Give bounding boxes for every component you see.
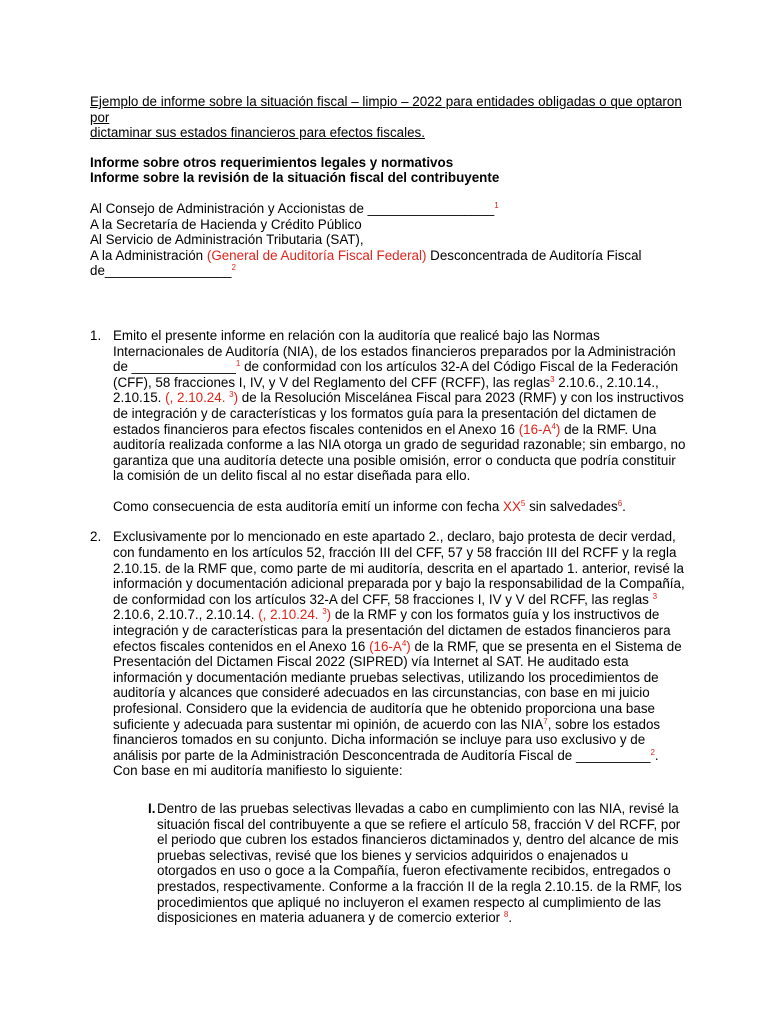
addressee-administration-cont: de_________________$^2$	[90, 263, 236, 279]
item-number: 2.	[90, 529, 102, 545]
roman-1-paragraph: Dentro de las pruebas selectivas llevadas a cabo en cumplimiento con las NIA, revisé la situación fiscal del contribuyente a que se refiere el artículo 58, fracción V del RCFF, por el periodo que cubren los estados financieros dictaminados y, dentro del alcance de mis pruebas selectivas, revisé que los bienes y servicios adquiridos o enajenados u otorgados en uso o goce a la Compañía, fueron efectivamente recibidos, entregados o prestados, respectivamente. Conforme a la fracción II de la regla 2.10.15. de la RMF, los procedimientos que apliqué no incluyeron el examen respecto al cumplimiento de las disposiciones en materia aduanera y de comercio exterior $^8$.	[157, 800, 682, 926]
red-placeholder: (, 2.10.24. $^3$)	[258, 607, 332, 623]
numbered-list	[90, 328, 686, 926]
footnote-ref: 2	[231, 263, 236, 273]
document-title	[90, 94, 686, 141]
addressee-administration: A la Administración (General de Auditoría Fiscal Federal) Desconcentrada de Auditoría Fiscal	[90, 247, 642, 263]
red-placeholder: $(16-A^4)$	[518, 421, 561, 437]
addressee-shcp: A la Secretaría de Hacienda y Crédito Público	[90, 216, 362, 232]
roman-number: I.	[148, 800, 156, 816]
addressee-board: Al Consejo de Administración y Accionistas de _________________$^1$	[90, 200, 499, 216]
title-line-1: Ejemplo de informe sobre la situación fiscal – limpio – 2022 para entidades obligadas o que optaron por	[90, 94, 682, 125]
report-headings	[90, 155, 686, 186]
document-page	[90, 94, 686, 941]
title-line-2: dictaminar sus estados financieros para efectos fiscales.	[90, 125, 425, 141]
footnote-ref: 1	[494, 200, 499, 210]
list-item-2	[90, 529, 686, 925]
addressee-block	[90, 201, 686, 279]
addressee-sat: Al Servicio de Administración Tributaria (SAT),	[90, 232, 364, 248]
heading-other-requirements: Informe sobre otros requerimientos legales y normativos	[90, 154, 454, 170]
heading-tax-situation: Informe sobre la revisión de la situación fiscal del contribuyente	[90, 170, 500, 186]
item-number: 1.	[90, 327, 102, 343]
item-1-paragraph: Emito el presente informe en relación con la auditoría que realicé bajo las Normas Internacionales de Auditoría (NIA), de los estados financieros preparados por la Administración de ______________$^1$ de conformidad con los artículos 32-A del Código Fiscal de la Federación (CFF), 58 fracciones I, IV, y V del Reglamento del CFF (RCFF), las reglas$^3$ 2.10.6., 2.10.14., 2.10.15. (, 2.10.24. $^3$) de la Resolución Miscelánea Fiscal para 2023 (RMF) y con los instructivos de integración y de características y los formatos guía para la presentación del dictamen de estados financieros para efectos fiscales contenidos en el Anexo 16 $(16-A^4)$ de la RMF. Una auditoría realizada conforme a las NIA otorga un grado de seguridad razonable; sin embargo, no garantiza que una auditoría detecte una posible omisión, error o conducta que podría constituir la comisión de un delito fiscal al no estar diseñada para ello.	[113, 327, 686, 484]
red-placeholder: $(16-A^4)$	[369, 638, 411, 654]
roman-item-1	[113, 801, 686, 926]
red-placeholder: XX	[503, 498, 521, 514]
red-placeholder: (, 2.10.24. $^3$)	[165, 390, 239, 406]
item-1-consequence: Como consecuencia de esta auditoría emití un informe con fecha $XX^5$ sin salvedades$^6$.	[113, 498, 626, 514]
red-placeholder: (General de Auditoría Fiscal Federal)	[206, 247, 427, 263]
list-item-1	[90, 328, 686, 515]
item-2-paragraph: Exclusivamente por lo mencionado en este apartado 2., declaro, bajo protesta de decir verdad, con fundamento en los artículos 52, fracción III del CFF, 57 y 58 fracción III del RCFF y la regla 2.10.15. de la RMF que, como parte de mi auditoría, descrita en el apartado 1. anterior, revisé la información y documentación adicional preparada por y bajo la responsabilidad de la Compañía, de conformidad con los artículos 32-A del CFF, 58 fracciones I, IV y V del RCFF, las reglas $^3$ 2.10.6, 2.10.7., 2.10.14. (, 2.10.24. $^3$) de la RMF y con los formatos guía y los instructivos de integración y de características para la presentación del dictamen de estados financieros para efectos fiscales contenidos en el Anexo 16 $(16-A^4)$ de la RMF, que se presenta en el Sistema de Presentación del Dictamen Fiscal 2022 (SIPRED) vía Internet al SAT. He auditado esta información y documentación mediante pruebas selectivas, utilizando los procedimientos de auditoría y alcances que consideré adecuados en las circunstancias, con base en mi juicio profesional. Considero que la evidencia de auditoría que he obtenido proporciona una base suficiente y adecuada para sustentar mi opinión, de acuerdo con las NIA$^7$, sobre los estados financieros tomados en su conjunto. Dicha información se incluye para uso exclusivo y de análisis por parte de la Administración Desconcentrada de Auditoría Fiscal de __________$^2$. Con base en mi auditoría manifiesto lo siguiente:	[113, 529, 685, 779]
